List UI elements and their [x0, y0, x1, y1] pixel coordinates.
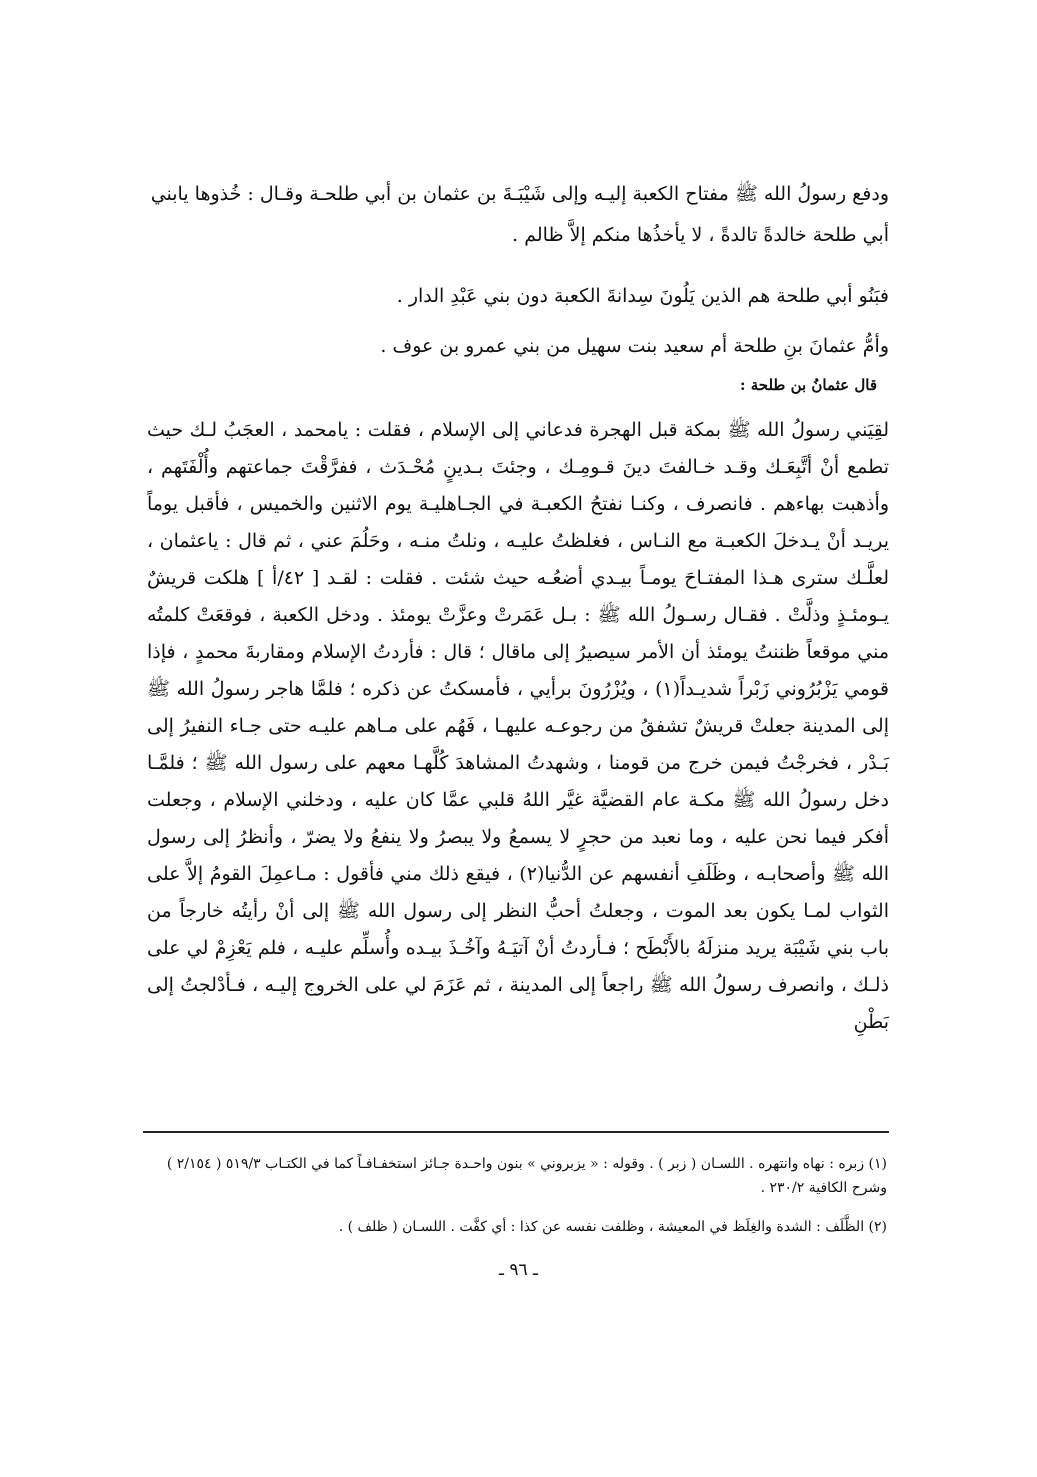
- footnote-divider: [143, 1131, 889, 1133]
- section-heading: قال عثمانُ بن طلحة :: [739, 376, 877, 394]
- page-number: ـ ٩٦ ـ: [498, 1260, 539, 1280]
- footnote-2: (٢) الظَّلَف : الشدة والغِلَظ في المعيشة ، وظلفت نفسه عن كذا : أي كفَّت . اللسـان ( ظلف ) .: [338, 1219, 887, 1235]
- banu-abi-talha-paragraph: فبَنُو أبي طلحة هم الذين يَلُونَ سِدانةَ الكعبة دون بني عَبْدِ الدار .: [396, 285, 889, 307]
- footnote-1: (١) زبره : نهاه وانتهره . اللسـان ( زبر ) . وقوله : « يزبروني » بنون واحـدة جـائز استخفـافـاً كما في الكتـاب ٥١٩/٣ ( ٢/١٥٤ ) وشرح الكافية ٢٣٠/٢ .: [166, 1156, 887, 1196]
- opening-paragraph: ودفع رسولُ الله ﷺ مفتاح الكعبة إليـه وإلى شَيْبَـةَ بن عثمان بن أبي طلحـة وقـال : خُذوها يابني أبي طلحة خالدةً تالدةً ، لا يأخذُها منكم إلاَّ ظالم .: [150, 183, 889, 246]
- umm-uthman-paragraph: وأمُّ عثمانَ بنِ طلحة أم سعيد بنت سهيل من بني عمرو بن عوف .: [380, 335, 889, 357]
- main-narrative: لقِيَني رسولُ الله ﷺ بمكة قبل الهجرة فدعاني إلى الإسلام ، فقلت : يامحمد ، العجَبُ لـك حيث تطمع أنْ أتَّبِعَـك وقـد خـالفتَ دينَ قـومِـك ، وجئتَ بـدينٍ مُحْـدَث ، ففرَّقْتَ جماعتهم وأُلْفَتَهم ، وأذهبت بهاءهم . فانصرف ، وكنـا نفتحُ الكعبـة في الجـاهليـة يوم الاثنين والخميس ، فأقبل يوماً يريـد أنْ يـدخلَ الكعبـة مع النـاس ، فغلظتُ عليـه ، ونلتُ منـه ، وحَلُمَ عني ، ثم قال : ياعثمان ، لعلَّـك سترى هـذا المفتـاحَ يومـاً بيـدي أضعُـه حيث شئت . فقلت : لقـد [ ٤٢/أ ] هلكت قريشٌ يـومئـذٍ وذلَّتْ . فقـال رسـولُ الله ﷺ : بـل عَمَرتْ وعزَّتْ يومئذ . ودخل الكعبة ، فوقعَتْ كلمتُه مني موقعاً ظننتُ يومئذ أن الأمر سيصيرُ إلى ماقال ؛ قال : فأردتُ الإسلام ومقاربةَ محمدٍ ، فإذا قومي يَزْبُرُوني زَبْراً شديـداً(١) ، ويُزْرُونَ برأيي ، فأمسكتُ عن ذكره ؛ فلمَّا هاجر رسولُ الله ﷺ إلى المدينة جعلتْ قريشٌ تشفقُ من رجوعـه عليهـا ، فَهُم على مـاهم عليـه حتى جـاء النفيرُ إلى بَـدْر ، فخرجْتُ فيمن خرج من قومنا ، وشهدتُ المشاهدَ كُلَّهـا معهم على رسول الله ﷺ ؛ فلمَّـا دخل رسولُ الله ﷺ مكـة عام القضيَّة غيَّر اللهُ قلبي عمَّا كان عليه ، ودخلني الإسلام ، وجعلت أفكر فيما نحن عليه ، وما نعبد من حجرٍ لا يسمعُ ولا يبصرُ ولا ينفعُ ولا يضرّ ، وأنظرُ إلى رسول الله ﷺ وأصحابـه ، وظَلَفِ أنفسهم عن الدُّنيا(٢) ، فيقع ذلك مني فأقول : مـاعمِلَ القومُ إلاَّ على الثواب لمـا يكون بعد الموت ، وجعلتُ أحبُّ النظر إلى رسول الله ﷺ إلى أنْ رأيتُه خارجاً من باب بني شَيْبَة يريد منزلَهُ بالأَبْطَح ؛ فـأردتُ أنْ آتيَـهُ وآخُـذَ بيـده وأُسلِّم عليـه ، فلم يَعْزِمْ لي على ذلـك ، وانصرف رسولُ الله ﷺ راجعاً إلى المدينة ، ثم عَزَمَ لي على الخروج إليـه ، فـأدْلجتُ إلى بَطْنِ: [147, 419, 889, 1033]
